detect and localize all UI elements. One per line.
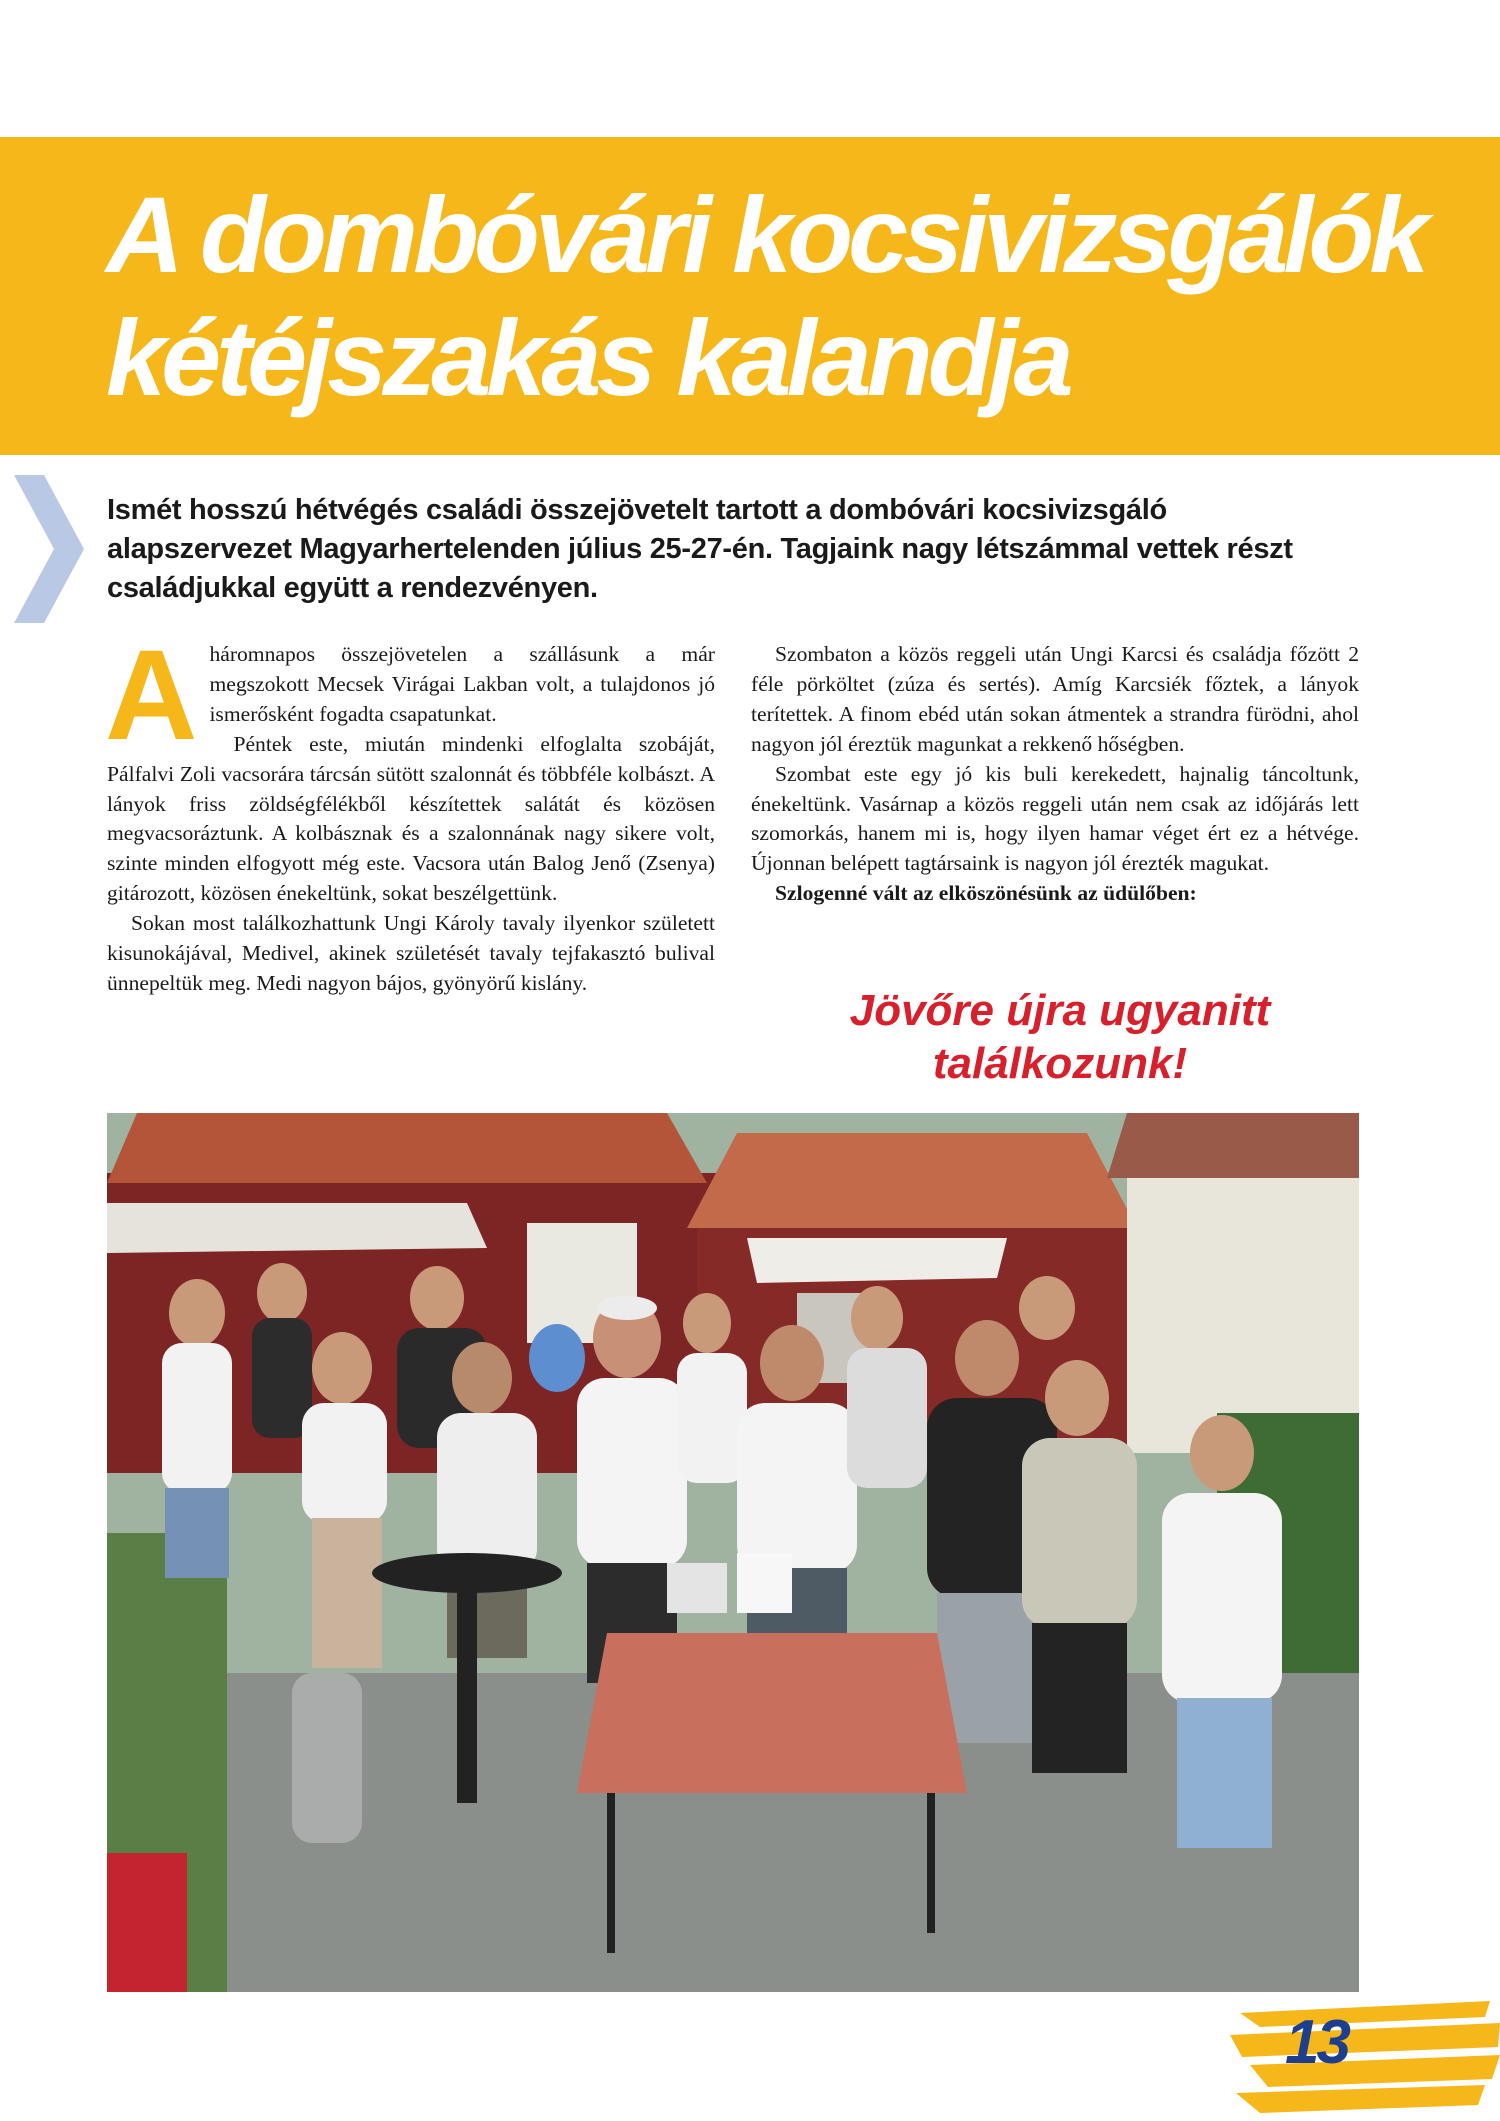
page-number: 13 bbox=[1285, 2008, 1348, 2077]
article-paragraph: Szombaton a közös reggeli után Ungi Karcsi és családja főzött 2 féle pörköltet (zúza és sertés). Amíg Karcsiék főztek, a lányok terítettek. A finom ebéd után sokan átmentek a strandra fürödni, ahol nagyon jól éreztük magunkat a rekkenő hőségben. bbox=[751, 642, 1359, 756]
article-paragraph: Szombat este egy jó kis buli kerekedett, hajnalig táncoltunk, énekeltünk. Vasárnap a közös reggeli után nem csak az időjárás lett szomorkás, hanem mi is, hogy ilyen hamar véget ért ez a hétvége. Újonnan belépett tagtársaink is nagyon jól érezték magukat. bbox=[751, 761, 1359, 876]
group-photo bbox=[107, 1113, 1359, 1992]
slogan-intro: Szlogenné vált az elköszönésünk az üdülőben: bbox=[775, 881, 1197, 906]
article-paragraph: Sokan most találkozhattunk Ungi Károly tavaly ilyenkor született kisunokájával, Medivel, akinek születését tavaly tejfakasztó bulival ünnepeltük meg. Medi nagyon bájos, gyönyörű kislány. bbox=[107, 911, 715, 995]
headline-line-1: A dombóvári kocsivizsgálók bbox=[106, 174, 1425, 295]
slogan-callout bbox=[760, 984, 1360, 1090]
article-column-left bbox=[105, 624, 715, 999]
lead-paragraph: Ismét hosszú hétvégés családi összejövetelt tartott a dombóvári kocsivizsgáló alapszervezet Magyarhertelenden július 25-27-én. Tagjaink nagy létszámmal vettek részt családjukkal együtt a rendezvényen. bbox=[107, 494, 1293, 604]
chevron-decoration bbox=[14, 475, 84, 623]
article-paragraph: háromnapos összejövetelen a szállásunk a már megszokott Mecsek Virágai Lakban volt, a tulajdonos jó ismerősként fogadta csapatunkat. bbox=[209, 642, 715, 726]
article-paragraph: Péntek este, miután mindenki elfoglalta szobáját, Pálfalvi Zoli vacsorára tárcsán sütött szalonnát és többféle kolbászt. A lányok friss zöldségfélékből készítettek salátát és közösen megvacsoráztunk. A kolbásznak és a szalonnának nagy sikere volt, szinte minden elfogyott még este. Vacsora után Balog Jenő (Zsenya) gitározott, közösen énekeltünk, sokat beszélgettünk. bbox=[107, 731, 715, 906]
headline-line-2: kétéjszakás kalandja bbox=[106, 297, 1069, 418]
drop-cap: A bbox=[105, 624, 198, 767]
slogan-line-2: találkozunk! bbox=[932, 1039, 1188, 1088]
article-column-right bbox=[751, 640, 1359, 909]
group-photo-illustration bbox=[107, 1113, 1359, 1992]
slogan-line-1: Jövőre újra ugyanitt bbox=[849, 986, 1271, 1035]
